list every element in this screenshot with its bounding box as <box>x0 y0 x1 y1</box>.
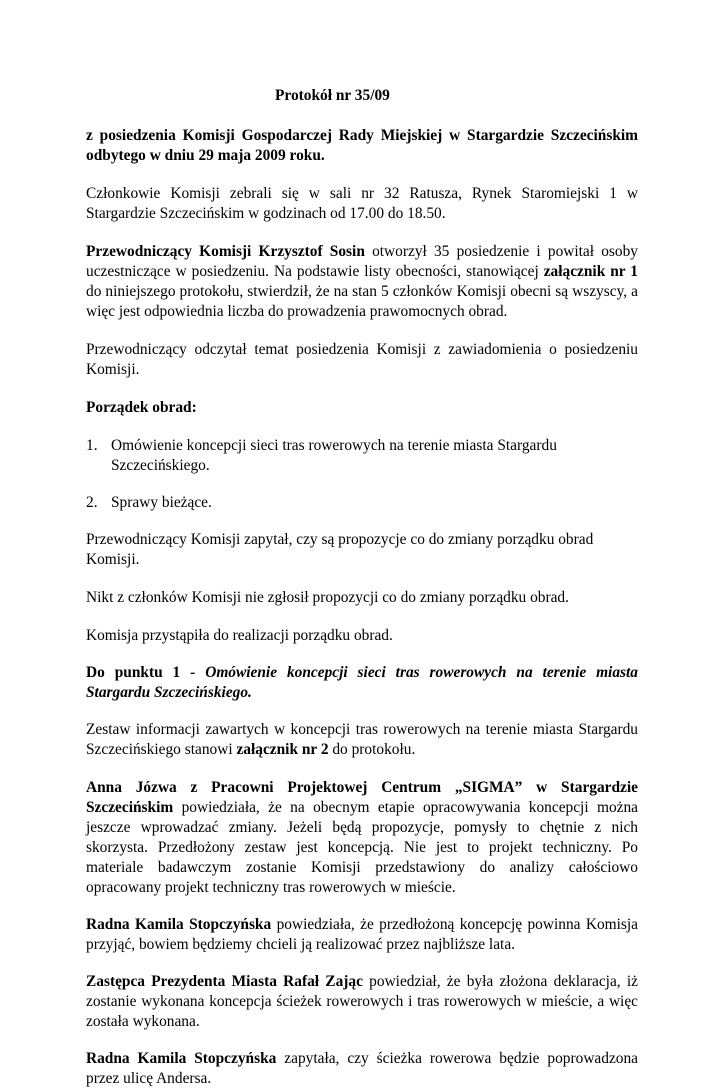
no-proposals-paragraph: Nikt z członków Komisji nie zgłosił propozycji co do zmiany porządku obrad. <box>86 589 569 606</box>
summary-paragraph <box>86 720 638 760</box>
agenda-item-text: Omówienie koncepcji sieci tras rowerowych na terenie miasta Stargardu Szczecińskiego. <box>111 437 557 474</box>
point-1-heading <box>86 663 638 703</box>
document-body <box>86 86 638 1089</box>
point-title: Omówienie koncepcji sieci tras rowerowych na terenie miasta Stargardu Szczecińskiego. <box>86 664 638 701</box>
proposals-paragraph: Przewodniczący Komisji zapytał, czy są propozycje co do zmiany porządku obrad Komisji. <box>86 531 594 568</box>
paragraph-text: Zestaw informacji zawartych w koncepcji tras rowerowych na terenie miasta Stargardu Szczecińskiego stanowi <box>86 721 638 758</box>
speaker-name: Radna Kamila Stopczyńska <box>86 916 272 933</box>
statement-text: zapytała, czy ścieżka rowerowa będzie poprowadzona przez ulicę Andersa. <box>86 1050 639 1087</box>
statement-text: powiedział, że była złożona deklaracja, iż zostanie wykonana koncepcja ścieżek rowerowych i tras rowerowych w mieście, a więc została wykonana. <box>86 973 638 1030</box>
agenda-item <box>86 436 638 476</box>
topic-paragraph: Przewodniczący odczytał temat posiedzenia Komisji z zawiadomienia o posiedzeniu Komisji. <box>86 341 638 378</box>
opening-paragraph <box>86 242 638 322</box>
agenda-item-text: Sprawy bieżące. <box>111 494 212 511</box>
attachment-ref: załącznik nr 1 <box>543 263 639 280</box>
statement-text: powiedziała, że przedłożoną koncepcję powinna Komisja przyjąć, bowiem będziemy chcieli ją realizować przez najbliższe lata. <box>86 916 638 953</box>
speaker-name: Radna Kamila Stopczyńska <box>86 1050 277 1067</box>
speaker-name: Przewodniczący Komisji Krzysztof Sosin <box>86 243 365 260</box>
statement-paragraph <box>86 1049 638 1089</box>
statement-paragraph <box>86 972 638 1032</box>
paragraph-text: otworzył 35 posiedzenie i powitał osoby uczestniczące w posiedzeniu. Na podstawie listy obecności, stanowiącej <box>86 243 638 280</box>
start-paragraph: Komisja przystąpiła do realizacji porządku obrad. <box>86 627 393 644</box>
point-label: Do punktu 1 - <box>86 664 206 681</box>
document-subtitle: z posiedzenia Komisji Gospodarczej Rady Miejskiej w Stargardzie Szczecińskim odbytego w dniu 29 maja 2009 roku. <box>86 127 638 164</box>
speaker-name: Zastępca Prezydenta Miasta Rafał Zając <box>86 973 363 990</box>
agenda-item-number: 1. <box>86 437 98 454</box>
agenda-heading: Porządek obrad: <box>86 399 197 416</box>
attachment-ref: załącznik nr 2 <box>236 741 329 758</box>
intro-paragraph: Członkowie Komisji zebrali się w sali nr 32 Ratusza, Rynek Staromiejski 1 w Stargardzie Szczecińskim w godzinach od 17.00 do 18.50. <box>86 185 638 222</box>
paragraph-text: do niniejszego protokołu, stwierdził, że na stan 5 członków Komisji obecni są wszyscy, a więc jest odpowiednia liczba do prowadzenia prawomocnych obrad. <box>86 283 638 320</box>
statement-paragraph <box>86 778 638 898</box>
speaker-name: Anna Józwa z Pracowni Projektowej Centrum „SIGMA” w Stargardzie Szczecińskim <box>86 779 638 816</box>
agenda-item <box>86 493 638 513</box>
statement-text: powiedziała, że na obecnym etapie opracowywania koncepcji można jeszcze wprowadzać zmiany. Jeżeli będą propozycje, pomysły to chętnie z nich skorzysta. Przedłożony zestaw jest koncepcją. Nie jest to projekt techniczny. Po materiale badawczym zostanie Komisji przedstawiony do analizy całościowo opracowany projekt techniczny tras rowerowych w mieście. <box>86 799 638 896</box>
statement-paragraph <box>86 915 638 955</box>
document-title: Protokół nr 35/09 <box>275 87 390 104</box>
agenda-item-number: 2. <box>86 494 98 511</box>
paragraph-text: do protokołu. <box>328 741 416 758</box>
